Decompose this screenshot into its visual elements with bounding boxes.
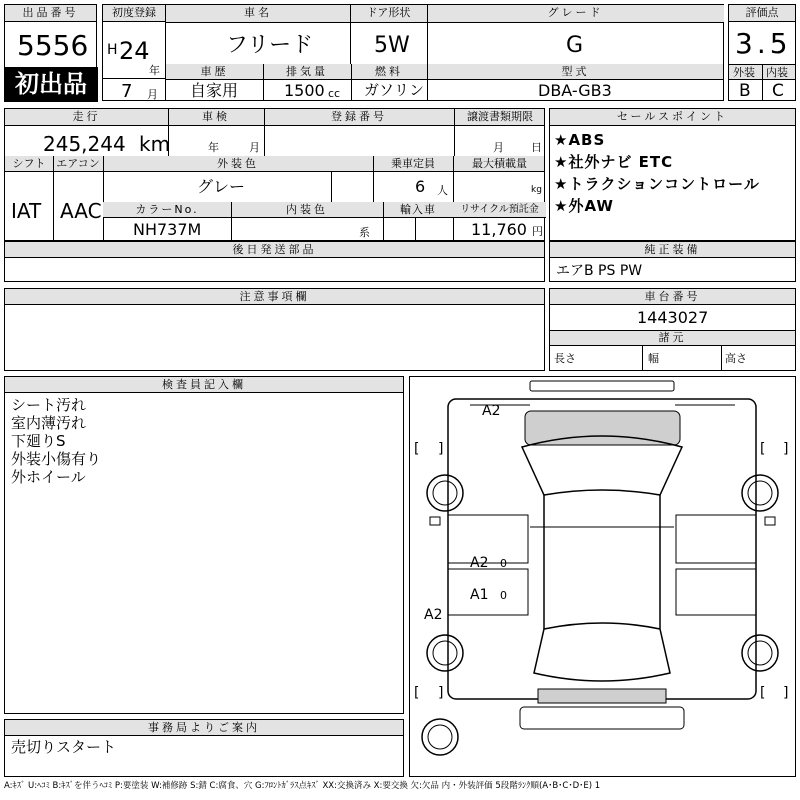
notes-box: [4, 288, 545, 371]
ext-color-header: 外装色: [217, 157, 259, 170]
specs-header: 諸元: [658, 331, 687, 344]
displacement-value: 1500: [284, 81, 325, 100]
max-load-header: 最大積載量: [472, 157, 527, 170]
door-header: ドア形状: [350, 5, 427, 22]
score-box: [728, 4, 796, 101]
sales-points-list: [554, 129, 760, 217]
later-parts-box: [4, 241, 545, 282]
transfer-month-unit: 月: [493, 141, 504, 154]
ext-color-value: グレー: [197, 177, 246, 196]
legend-text: A:ｷｽﾞ U:ﾍｺﾐ B:ｷｽﾞを伴うﾍｺﾐ P:要塗装 W:補修跡 S:錆 C:腐食、穴 G:ﾌﾛﾝﾄｶﾞﾗｽ点ｷｽﾞ XX:交換済み X:要交換 欠:欠品 内・外装評価 5段階ﾗﾝｸ順(A･B･C･D･E) 1: [4, 781, 601, 791]
inspector-header: 検査員記入欄: [5, 377, 403, 393]
sales-point-item: ★トラクションコントロール: [554, 175, 760, 193]
model-code-value: DBA-GB3: [538, 81, 612, 100]
lot-header: 出品番号: [5, 5, 96, 22]
first-listing-badge: [4, 67, 98, 102]
equipment-box: [549, 241, 796, 282]
car-diagram-box: [409, 376, 796, 777]
fuel-header: 燃料: [375, 65, 403, 78]
interior-score: C: [772, 81, 784, 101]
mileage-unit: km: [139, 132, 171, 156]
recycle-unit: 円: [532, 225, 543, 238]
vehicle-block: [165, 4, 724, 101]
equipment-value: エアB PS PW: [556, 263, 643, 279]
inspector-note: 外装小傷有り: [11, 450, 102, 468]
bracket-mark: ]: [438, 685, 444, 701]
lot-box: [4, 4, 97, 101]
bracket-mark: [: [414, 441, 420, 457]
inspection-header: 車検: [202, 110, 230, 123]
damage-mark-zero: 0: [500, 557, 507, 570]
damage-mark-zero: 0: [500, 589, 507, 602]
grade-header: グレード: [427, 5, 724, 22]
bracket-mark: [: [760, 685, 766, 701]
bracket-mark: ]: [438, 441, 444, 457]
spec-length-label: 長さ: [554, 352, 576, 365]
bracket-mark: [: [414, 685, 420, 701]
damage-mark: A2: [470, 555, 489, 571]
inspector-note: 下廻りS: [11, 432, 66, 450]
sales-point-item: ★社外ナビ ETC: [554, 153, 674, 171]
sales-point-item: ★外AW: [554, 197, 614, 215]
sales-point-item: ★ABS: [554, 131, 606, 149]
first-registration-header: 初度登録: [103, 5, 165, 22]
aircon-value: AAC: [60, 199, 102, 223]
bracket-mark: ]: [783, 441, 789, 457]
displacement-header: 排気量: [286, 65, 328, 78]
exterior-label: 外装: [733, 66, 755, 79]
inspection-year-unit: 年: [208, 141, 219, 154]
equipment-header: 純正装備: [550, 242, 795, 258]
capacity-value: 6: [415, 177, 426, 196]
transfer-day-unit: 日: [531, 141, 542, 154]
model-code-header: 型式: [561, 65, 590, 78]
door-value: 5W: [374, 33, 410, 58]
first-listing-badge-text: 初出品: [15, 70, 87, 98]
damage-mark: A2: [424, 607, 443, 623]
history-header: 車歴: [200, 65, 229, 78]
car-diagram: [410, 377, 795, 776]
lot-number: 5556: [17, 29, 89, 62]
car-name-header: 車名: [166, 5, 350, 22]
score-value: 3.5: [735, 27, 792, 60]
notes-header: 注意事項欄: [5, 289, 544, 305]
grade-value: G: [566, 33, 584, 58]
color-no-value: NH737M: [133, 220, 202, 239]
year-unit: 年: [149, 64, 160, 77]
sales-points-box: [549, 108, 796, 241]
inspector-notes-list: [11, 396, 101, 486]
inspection-month-unit: 月: [249, 141, 260, 154]
inspector-note: 外ホイール: [11, 468, 86, 486]
first-registration-year: 24: [119, 37, 150, 65]
inspector-note: シート汚れ: [11, 396, 87, 414]
color-no-header: カラーNo.: [135, 203, 199, 216]
int-color-header: 内装色: [286, 203, 328, 216]
shift-value: IAT: [11, 199, 42, 223]
month-unit: 月: [147, 88, 158, 101]
inspector-note: 室内薄汚れ: [11, 414, 87, 432]
fuel-value: ガソリン: [364, 81, 425, 99]
bracket-mark: ]: [783, 685, 789, 701]
details-block: [4, 108, 545, 241]
damage-mark: A2: [482, 403, 501, 419]
mileage-value: 245,244: [43, 132, 126, 156]
spec-height-label: 高さ: [725, 352, 747, 365]
capacity-header: 乗車定員: [391, 157, 435, 170]
reg-number-header: 登録番号: [331, 110, 387, 123]
int-color-unit: 系: [359, 226, 370, 239]
displacement-unit: cc: [328, 87, 341, 100]
first-registration-month: 7: [121, 81, 133, 102]
sales-points-header: セールスポイント: [550, 109, 795, 126]
aircon-header: エアコン: [56, 157, 100, 170]
spec-width-label: 幅: [648, 352, 659, 365]
exterior-score: B: [739, 81, 751, 101]
chassis-value: 1443027: [637, 308, 709, 327]
recycle-value: 11,760: [471, 220, 527, 239]
first-registration-box: [102, 4, 166, 101]
recycle-header: リサイクル預託金: [460, 204, 539, 215]
inspector-box: [4, 376, 404, 714]
later-parts-header: 後日発送部品: [5, 242, 544, 258]
mileage-header: 走行: [72, 110, 101, 123]
car-name-value: フリード: [226, 33, 314, 58]
chassis-header: 車台番号: [550, 289, 795, 305]
max-load-unit: kg: [531, 185, 542, 195]
shift-header: シフト: [12, 157, 46, 170]
capacity-unit: 人: [437, 184, 448, 197]
era-mark: H: [107, 42, 118, 58]
interior-label: 内装: [766, 66, 788, 79]
import-header: 輸入車: [400, 203, 436, 216]
office-box: [4, 719, 404, 777]
history-value: 自家用: [190, 81, 239, 100]
office-header: 事務局よりご案内: [5, 720, 403, 736]
score-header: 評価点: [729, 5, 795, 22]
damage-mark: A1: [470, 587, 489, 603]
transfer-deadline-header: 譲渡書類期限: [467, 110, 533, 123]
office-value: 売切りスタート: [11, 738, 117, 756]
chassis-box: [549, 288, 796, 371]
bracket-mark: [: [760, 441, 766, 457]
